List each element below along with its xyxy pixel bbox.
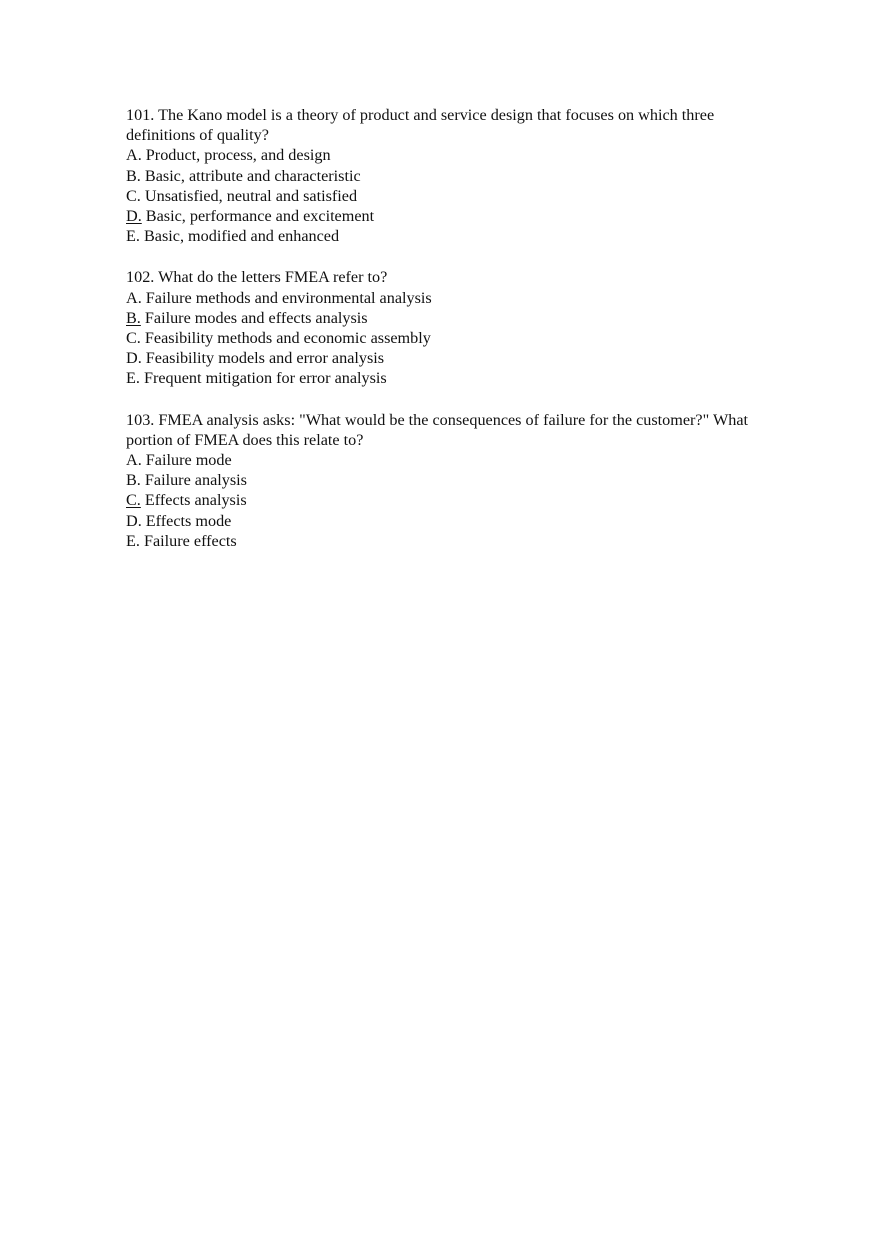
option-letter: B. — [126, 471, 141, 490]
option-letter: E. — [126, 369, 140, 388]
option-letter: C. — [126, 186, 141, 205]
question-102 — [126, 267, 786, 388]
marked-answer-letter: C. — [126, 491, 141, 510]
answer-option-c — [126, 186, 786, 206]
option-letter: B. — [126, 166, 141, 185]
option-text: Product, process, and design — [141, 146, 331, 165]
option-text: Frequent mitigation for error analysis — [139, 369, 387, 388]
question-stem: 102. What do the letters FMEA refer to? — [126, 268, 388, 287]
option-text: Failure modes and effects analysis — [140, 308, 368, 327]
option-letter: E. — [126, 227, 140, 246]
option-text: Unsatisfied, neutral and satisfied — [140, 186, 358, 205]
question-stem: 103. FMEA analysis asks: "What would be the consequences of failure for the customer?" What portion of FMEA does this relate to? — [126, 410, 749, 449]
answer-option-c — [126, 328, 786, 348]
answer-option-a — [126, 288, 786, 308]
marked-answer-letter: B. — [126, 308, 141, 327]
answer-option-e — [126, 226, 786, 246]
answer-option-a — [126, 450, 786, 470]
option-letter: C. — [126, 329, 141, 348]
marked-answer-letter: D. — [126, 207, 142, 226]
question-101 — [126, 105, 786, 246]
option-text: Failure effects — [139, 531, 237, 550]
option-text: Failure analysis — [140, 471, 247, 490]
option-text: Effects analysis — [140, 491, 247, 510]
question-list — [126, 105, 786, 572]
answer-option-d — [126, 348, 786, 368]
answer-option-e — [126, 368, 786, 388]
option-text: Basic, modified and enhanced — [139, 227, 340, 246]
option-letter: E. — [126, 531, 140, 550]
option-text: Failure mode — [141, 451, 232, 470]
answer-option-b — [126, 308, 786, 328]
option-letter: D. — [126, 511, 142, 530]
answer-option-e — [126, 531, 786, 551]
option-text: Failure methods and environmental analysis — [141, 288, 432, 307]
option-letter: A. — [126, 146, 142, 165]
option-text: Feasibility methods and economic assembly — [140, 329, 431, 348]
question-stem: 101. The Kano model is a theory of product and service design that focuses on which three definitions of quality? — [126, 106, 715, 145]
option-letter: A. — [126, 451, 142, 470]
option-text: Basic, attribute and characteristic — [140, 166, 361, 185]
answer-option-b — [126, 470, 786, 490]
answer-option-d — [126, 206, 786, 226]
answer-option-c — [126, 490, 786, 510]
option-text: Feasibility models and error analysis — [141, 349, 385, 368]
question-103 — [126, 410, 786, 551]
option-letter: D. — [126, 349, 142, 368]
answer-option-b — [126, 166, 786, 186]
option-text: Effects mode — [141, 511, 232, 530]
option-letter: A. — [126, 288, 142, 307]
answer-option-d — [126, 511, 786, 531]
option-text: Basic, performance and excitement — [141, 207, 375, 226]
answer-option-a — [126, 145, 786, 165]
